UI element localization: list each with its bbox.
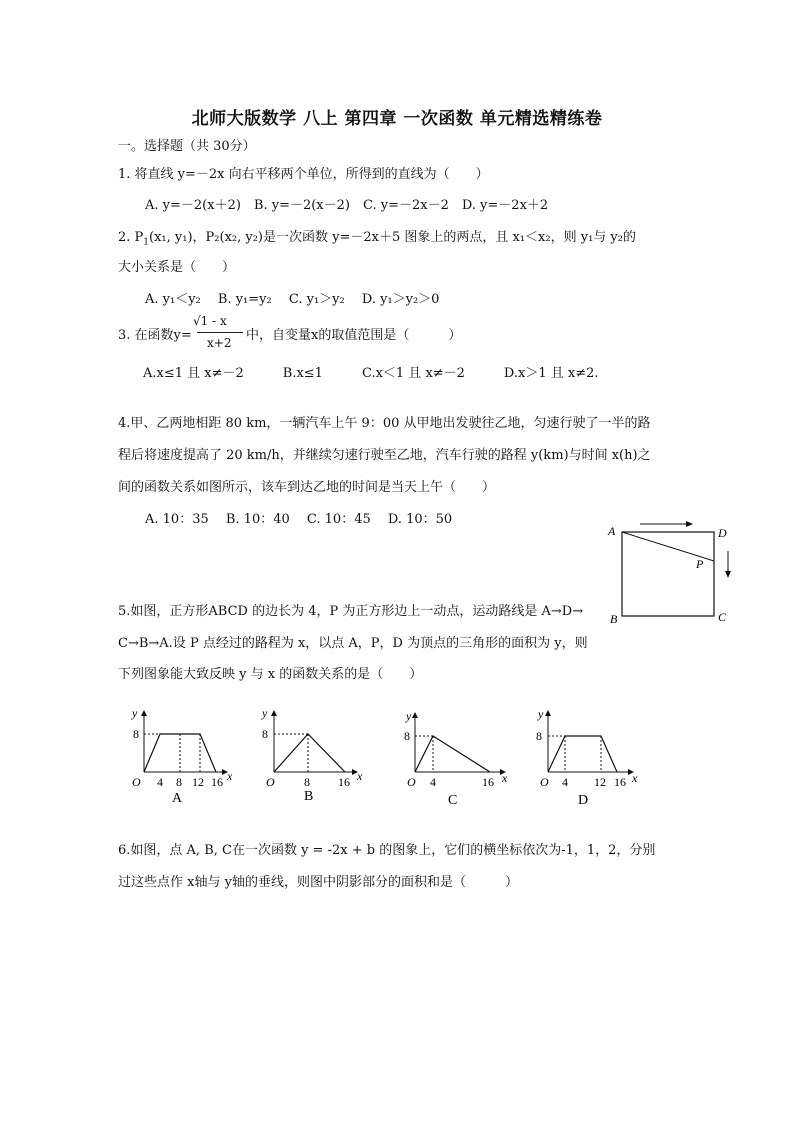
- y-tick: 8: [133, 727, 139, 741]
- q2-options: A. y₁＜y₂ B. y₁=y₂ C. y₁＞y₂ D. y₁＞y₂＞0: [145, 292, 440, 307]
- q4-line1: 4.甲、乙两地相距 80 km，一辆汽车上午 9：00 从甲地出发驶往乙地，匀速行驶了一半的路: [118, 416, 651, 431]
- y-tick: 8: [404, 729, 410, 743]
- y-axis-arrow: [141, 710, 147, 716]
- graph-a: [131, 706, 233, 806]
- y-label: y: [132, 706, 138, 720]
- label-a: A: [608, 524, 616, 538]
- q3-denominator: x+2: [207, 336, 232, 350]
- x-tick: 16: [482, 775, 494, 789]
- graph-b-label: B: [304, 789, 314, 804]
- x-tick: 4: [562, 775, 568, 789]
- x-tick: 16: [614, 775, 626, 789]
- x-tick: 16: [211, 775, 223, 789]
- x-tick: 12: [192, 775, 204, 789]
- graph-c-label: C: [448, 793, 458, 808]
- x-tick: 4: [430, 775, 436, 789]
- graph-c: [404, 709, 508, 808]
- graph-d: [536, 707, 638, 808]
- label-c: C: [718, 610, 727, 624]
- q4-line2: 程后将速度提高了 20 km/h，并继续匀速行驶至乙地，汽车行驶的路程 y(km)与时间 x(h)之: [118, 448, 651, 463]
- q3-stem: 中，自变量x的取值范围是（ ）: [246, 328, 462, 343]
- x-tick: 8: [304, 775, 310, 789]
- q2-line1: 2. $P_1(x_1$, y₁)，P₂(x₂, y₂)是一次函数 y=－2x＋5 图象上的两点，且 x₁＜x₂，则 y₁与 y₂的: [118, 230, 636, 248]
- q1-stem: 1. 将直线 y=－2x 向右平移两个单位，所得到的直线为（ ）: [118, 167, 489, 182]
- arrow-right-head: [686, 521, 693, 527]
- y-label: y: [406, 709, 412, 723]
- x-label: x: [502, 771, 508, 785]
- q5-line3: 下列图象能大致反映 y 与 x 的函数关系的是（ ）: [118, 667, 423, 682]
- x-label: x: [357, 769, 363, 783]
- x-label: x: [227, 769, 233, 783]
- origin: O: [407, 775, 416, 789]
- fraction-bar: [197, 332, 243, 333]
- q4-line3: 间的函数关系如图所示，该车到达乙地的时间是当天上午（ ）: [118, 480, 496, 495]
- q3-numerator: √1 - x: [193, 314, 227, 328]
- x-label: x: [632, 771, 638, 785]
- arrow-down-head: [725, 571, 731, 578]
- q6-line2: 过这些点作 x轴与 y轴的垂线，则图中阴影部分的面积和是（ ）: [118, 875, 518, 890]
- origin: O: [540, 775, 549, 789]
- section-heading: 一。选择题（共 30分）: [118, 139, 256, 154]
- graph-d-label: D: [578, 793, 589, 808]
- graph-d-curve: [548, 736, 617, 772]
- q2-text: (x₁, y₁)，P₂(x₂, y₂)是一次函数 y=－2x＋5 图象上的两点，且 x₁＜x₂，则 y₁与 y₂的: [149, 230, 636, 245]
- label-b: B: [610, 612, 618, 626]
- square-outline: [622, 532, 714, 616]
- label-d: D: [718, 526, 727, 540]
- q2-line2: 大小关系是（ ）: [118, 260, 236, 275]
- page-title: 北师大版数学 八上 第四章 一次函数 单元精选精练卷: [191, 109, 603, 129]
- y-label: y: [262, 706, 268, 720]
- y-axis-arrow: [412, 712, 418, 718]
- q3-options: A.x≤1 且 x≠－2 B.x≤1 C.x＜1 且 x≠－2 D.x＞1 且 x≠2.: [143, 366, 599, 381]
- square-figure: [600, 515, 740, 630]
- q4-options: A. 10：35 B. 10：40 C. 10：45 D. 10：50: [145, 512, 453, 527]
- x-tick: 16: [338, 775, 350, 789]
- q5-line1: 5.如图，正方形ABCD 的边长为 4，P 为正方形边上一动点，运动路线是 A→D→: [118, 604, 584, 619]
- y-axis-arrow: [271, 710, 277, 716]
- q2-prefix: 2. P: [118, 230, 144, 245]
- q1-options: A. y=－2(x＋2) B. y=－2(x－2) C. y=－2x－2 D. y=－2x＋2: [145, 198, 549, 213]
- y-label: y: [538, 707, 544, 721]
- q5-line2: C→B→A.设 P 点经过的路程为 x，以点 A，P，D 为顶点的三角形的面积为 y，则: [118, 636, 588, 651]
- graph-b: [261, 706, 363, 804]
- y-tick: 8: [262, 727, 268, 741]
- x-tick: 12: [594, 775, 606, 789]
- q3-fraction: [193, 314, 245, 356]
- graph-a-label: A: [172, 791, 183, 806]
- origin: O: [266, 775, 275, 789]
- y-tick: 8: [536, 729, 542, 743]
- origin: O: [132, 775, 141, 789]
- label-p: P: [696, 557, 704, 571]
- graph-c-curve: [415, 736, 490, 772]
- x-tick: 8: [176, 775, 182, 789]
- graph-b-curve: [274, 734, 345, 772]
- x-tick: 4: [157, 775, 163, 789]
- q6-line1: 6.如图，点 A, B, C在一次函数 y = -2x + b 的图象上，它们的横坐标依次为-1，1，2，分别: [118, 843, 656, 858]
- y-axis-arrow: [545, 710, 551, 716]
- q3-prefix: 3. 在函数y=: [118, 328, 192, 343]
- answer-graphs: [120, 700, 680, 810]
